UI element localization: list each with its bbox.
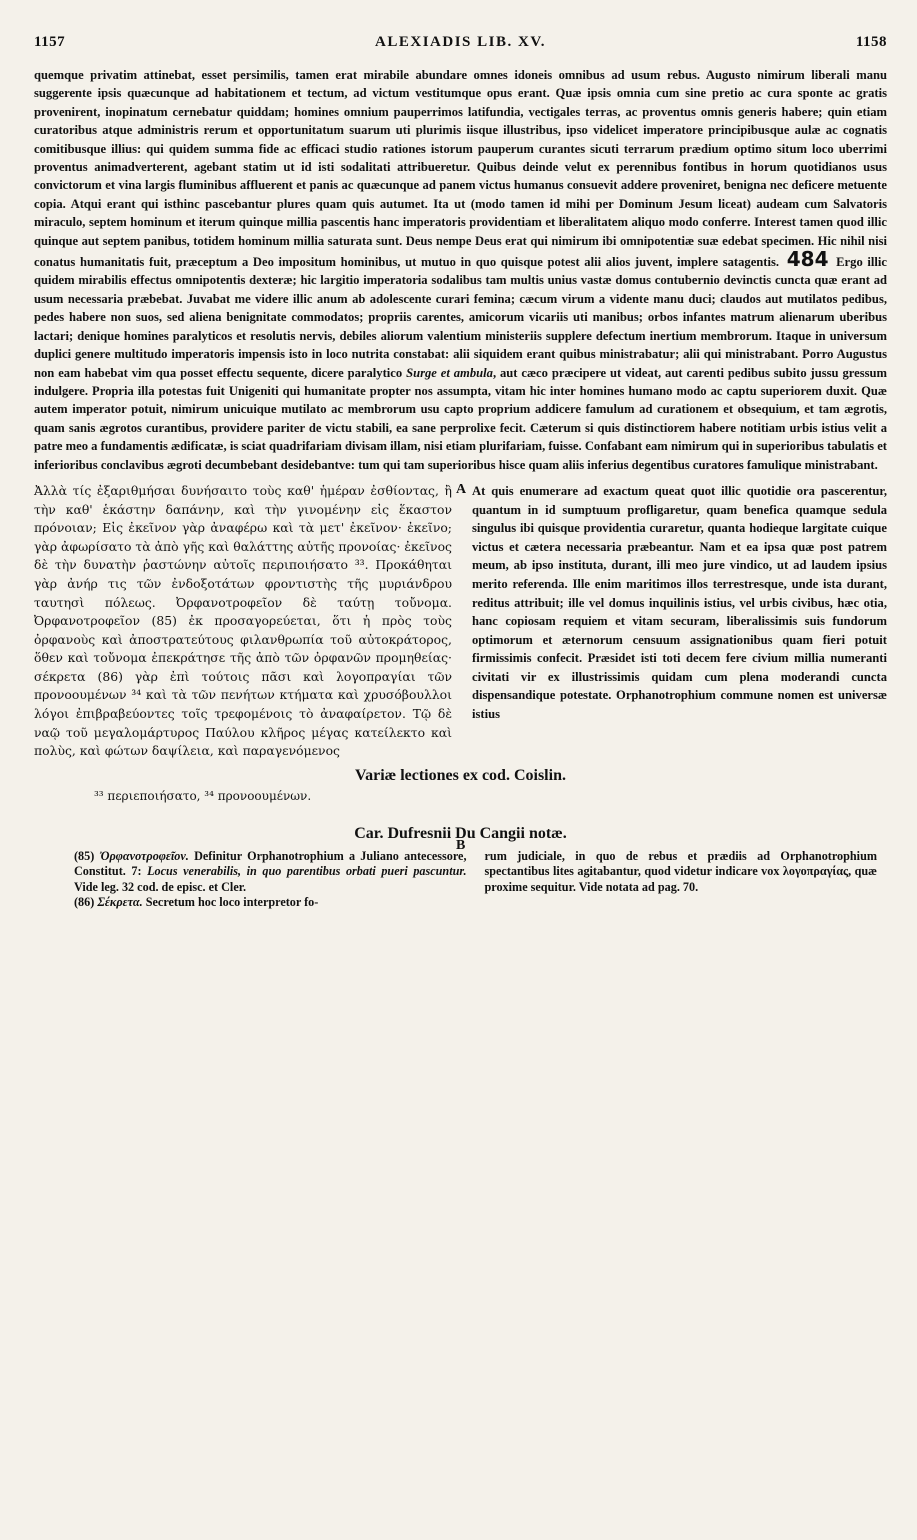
note-85-text-a: Definitur Orphanotrophium a Juliano antecessore, Constitut. 7: xyxy=(74,848,467,879)
variants-title: Variæ lectiones ex cod. Coislin. xyxy=(355,766,566,784)
notes-right-column: rum judiciale, in quo de rebus et prædiis ad Orphanotrophium spectantibus lites agitabantur, quod videtur indicare vox λογοπραγίας, quæ proxime sequitur. Vide notata ad pag. 70. xyxy=(484,848,877,894)
main-latin-text xyxy=(34,66,887,474)
notes xyxy=(34,849,887,911)
latin-column: At quis enumerare ad exactum queat quot illic quotidie ora pascerentur, quantum in id sumptuum profligaretur, quam benefica quamque sedula singulus ibi quisque providentia curaretur, quanta hodieque largitate cuique victus et cætera necessaria præbeantur. Nam et ea ipsa quæ post patrem meum, ab ipso instituta, durant, illi meo jure vindico, ut ad laudem ipsius merito referenda. Ille enim maritimos illos terrestresque, unde ista durant, reditus attribuit; ille vel domus inquilinis istius, vel urbis civibus, hæc otia, hanc copiosam requiem et vitam securam, liberalissimis suis fundorum optimorum et æternorum censuum assignationibus quam fieri potuit firmissimis confecit. Præsidet isti toti decem fere civium millia numeranti civitati vir ex illustrissimis quidam cum plena moderandi cuncta dispensandique potestate. Orphanotrophium commune nomen est universæ istius xyxy=(472,483,887,722)
note-85-number: (85) xyxy=(74,848,100,863)
note-85-term: Ὀρφανοτροφεῖον. xyxy=(99,848,189,863)
margin-marker-a: A xyxy=(456,481,467,497)
note-86-number: (86) xyxy=(74,895,98,910)
left-page-number: 1157 xyxy=(34,34,66,50)
note-85-text-b: Vide leg. 32 cod. de episc. et Cler. xyxy=(74,879,247,894)
margin-markers xyxy=(452,481,472,853)
margin-marker-b: B xyxy=(456,837,466,853)
running-title: ALEXIADIS LIB. XV. xyxy=(375,34,546,50)
running-header xyxy=(34,34,887,60)
main-text-part-2: Ergo illic quidem mirabilis effectus omnipotentis dexteræ; hic largitio imperatoria sodalibus tam multis unius vastæ domus contubernio devinctis cuncta quæ erant ad usum necessaria præbebat. Juvabat me videre illic anum ab adolescente curari femina; cæcum virum a vidente manu duci; claudos aut mutilatos pedibus, pedes habere non suos, sed aliena benignitate commodatos; propriis carentes, amicorum vicariis uti manibus; orbos infantes matrum alienarum uberibus lactari; denique homines paralyticos et resolutis nervis, debiles aliorum valentium ministeriis supplere defectum inertium membrorum. Itaque in universum duplici genere multitudo imperatoris impensis isto in loco nutrita constabat: alii siquidem erant quibus ministrabatur; alii qui ministrabant. Porro Augustus non eam habebat vim qua posset effectu sequente, dicere paralytico xyxy=(34,255,887,380)
right-page-number: 1158 xyxy=(855,34,887,50)
note-86-term: Σέκρετα. xyxy=(97,895,143,910)
main-text-part-1: quemque privatim attinebat, esset persimilis, tamen erat mirabile abundare omnes idoneis omnibus ad usum rebus. Augusto nimirum liberali manu suggerente ipsis quæcunque ad habitationem et tectum, ad victum vestitumque opus erant. Quæ ipsis omnia cum sine pretio ac cura sponte ac gratis provenirent, inopinatum cernebatur quiddam; homines omnium pauperrimos latifundia, vectigales terras, ac proventus omnis generis habere; quin etiam curatoribus atque administris rerum et opportunitatum suarum uti plurimis iisque illustribus, ipso videlicet imperatore principibusque aulæ ac cognatis comitibusque illius: qui quidem summa fide ac efficaci studio rationes istorum pauperum curantes sicuti terrarum prædium optimo situm loco uberrimi proventus animadverterent, agebant statim ut id isti sodalitati attribueretur. Quibus deinde velut ex perennibus fontibus in horum quotidianos usus convictorum et vina largis fluminibus affluerent et panis ac quæcunque ad panem victus humanus consuevit addere proveniret, benigna nec deficere metuente copia. Atqui erant qui isthinc pascebantur plures quam quis autumet. Ita ut (modo tamen id mihi per Dominum Jesum liceat) audeam cum Salvatoris miraculo, septem hominum et iterum quinque millia pascentis hanc imperatoris providentiam et liberalitatem aliquo modo conferre. Interest tamen quod illic quinque aut septem panibus, totidem hominum millia saturata sunt. Deus nempe Deus erat qui nimirum ibi omnipotentiæ suæ edebat specimen. Hic nihil nisi conatus humanitatis fuit, præceptum a Deo impositum hominibus, ut mutuo in quo quisque potest alii alios juvent, implere satagentis. xyxy=(34,68,887,270)
notes-title: Car. Dufresnii Du Cangii notæ. xyxy=(354,824,567,842)
page-marker: 484 xyxy=(786,247,829,272)
greek-column: Ἀλλὰ τίς ἐξαριθμήσαι δυνήσαιτο τοὺς καθ' ἡμέραν ἐσθίοντας, ἢ τὴν καθ' ἑκάστην δαπάνην, καὶ τὴν γινομένην εἰς ἕκαστον πρόνοιαν; Εἰς ἐκεῖνον γὰρ ἀναφέρω καὶ τὰ μετ' ἐκεῖνον· ἐκεῖνο; γὰρ ἀφωρίσατο τὰ ἀπὸ γῆς καὶ θαλάττης αὐτῆς προνοίας· ἐκεῖνος δὲ τὴν δυνατὴν ῥαστώνην αὐτοῖς περιποιήσατο ³³. Προκάθηται γὰρ ἀνήρ τις τῶν ἐνδοξοτάτων φροντιστὴς τῆς μυριάνδρου ταυτησὶ πόλεως. Ὀρφανοτροφεῖον δὲ ταύτῃ τοὔνομα. Ὀρφανοτροφεῖον (85) ἐκ προσαγορεύεται, ὅτι ἡ πρὸς τοὺς ὀρφανοὺς καὶ ἀποστρατεύτους φιλανθρωπία τοῦ αὐτοκράτορος, ὅθεν καὶ τοὔνομα ἐπεκράτησε τῆς ἀπὸ τῶν ὀρφανῶν προμηθείας· σέκρετα (86) γὰρ ἐπὶ τούτοις πᾶσι καὶ λογοπραγίαι τῶν προνοουμένων ³⁴ καὶ τὰ τῶν πενήτων κτήματα καὶ χρυσόβουλλοι λόγοι ἐπιβραβεύοντες τοῖς τρεφομένοις τὸ ἀναφαίρετον. Τῷ δὲ ναῷ τοῦ μεγαλομάρτυρος Παύλου κλῆρος μέγας κατείλεκτο καὶ πολὺς, καὶ φώτων δαψίλεια, καὶ παραγενόμενος xyxy=(34,482,452,759)
note-85-italic: Locus venerabilis, in quo parentibus orbati pueri pascuntur. xyxy=(147,864,467,879)
notes-left-column xyxy=(34,849,467,911)
note-86-text: Secretum hoc loco interpretor fo- xyxy=(142,895,319,910)
main-text-quote: Surge et ambula xyxy=(406,365,493,380)
variants-text: ³³ περιεποιήσατο, ³⁴ προνοουμένων. xyxy=(94,788,312,803)
main-text-part-3: , aut cæco præcipere ut videat, aut carenti pedibus subito jussu gressum indulgere. Propria illa potestas fuit Unigeniti qui humanitate propter nos assumpta, vitam hic inter homines humano modo ac captu superiorem duxit. Quæ autem imperator potuit, nimirum unicuique mutilato ac membrorum usu capto proprium addicere famulum ad curationem et obsequium, et tam ægrotis, quam sanis ægrotos curantibus, providere pariter de victu stabili, ea sane perprolixe fecit. Cæterum si quis distinctiorem habere notitiam urbis istius velit a patre meo a fundamentis ædificatæ, is sciat quadrifariam divisam illam, nisi etiam plurifariam, fuisse. Confabant eam nimirum qui in superioribus tabulatis et inferioribus conclavibus ægroti decumbebant desidebantve: tum qui tam superioribus hisce quam aliis inferius degentibus curatores famulique ministrabant. xyxy=(34,365,888,472)
